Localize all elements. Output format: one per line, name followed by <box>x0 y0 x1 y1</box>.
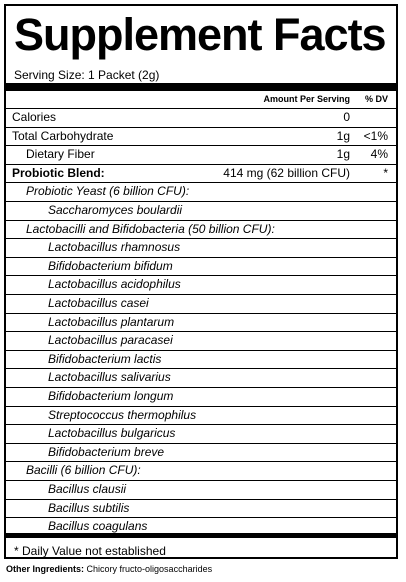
ingredient-group-row-label: Bacilli (6 billion CFU): <box>26 463 141 478</box>
nutrient-row-label: Dietary Fiber <box>26 147 95 162</box>
ingredient-row <box>6 388 396 407</box>
nutrient-row-amount: 1g <box>336 147 350 162</box>
ingredient-group-row-label: Probiotic Yeast (6 billion CFU): <box>26 184 190 199</box>
nutrient-row-label: Calories <box>12 110 57 124</box>
ingredient-row-label: Lactobacillus salivarius <box>48 370 171 385</box>
supplement-facts-panel <box>4 4 398 559</box>
daily-value-footnote: * Daily Value not established <box>14 544 166 558</box>
ingredient-row-label: Bacillus clausii <box>48 482 127 496</box>
ingredient-row-label: Saccharomyces boulardii <box>48 203 183 217</box>
ingredient-row-label: Bifidobacterium breve <box>48 444 165 459</box>
nutrient-row <box>6 109 396 128</box>
ingredient-row-label: Lactobacillus bulgaricus <box>48 426 176 441</box>
ingredient-row <box>6 500 396 519</box>
ingredient-row-label: Bifidobacterium bifidum <box>48 258 173 273</box>
ingredient-row <box>6 425 396 444</box>
panel-title: Supplement Facts <box>14 9 386 60</box>
nutrient-row-amount: 1g <box>336 128 350 143</box>
ingredient-row <box>6 407 396 426</box>
ingredient-row-label: Lactobacillus acidophilus <box>48 277 181 292</box>
ingredient-row <box>6 444 396 463</box>
ingredient-row <box>6 369 396 388</box>
nutrient-row-dv: 4% <box>370 147 388 162</box>
ingredient-group-row <box>6 462 396 481</box>
amount-per-serving-header: Amount Per Serving <box>263 94 350 104</box>
ingredient-row-label: Lactobacillus casei <box>48 296 149 310</box>
ingredient-row <box>6 239 396 258</box>
other-ingredients-value: Chicory fructo-oligosaccharides <box>86 564 213 574</box>
ingredient-group-row <box>6 221 396 240</box>
ingredient-row <box>6 481 396 500</box>
ingredient-row-label: Bacillus subtilis <box>48 500 130 515</box>
nutrient-row <box>6 128 396 147</box>
ingredient-row-label: Bifidobacterium longum <box>48 389 174 403</box>
ingredient-row <box>6 258 396 277</box>
nutrient-row-label: Total Carbohydrate <box>12 128 114 143</box>
ingredient-row-label: Streptococcus thermophilus <box>48 407 197 422</box>
ingredient-group-row <box>6 183 396 202</box>
probiotic-blend-row <box>6 165 396 184</box>
ingredient-row <box>6 351 396 370</box>
serving-size: Serving Size: 1 Packet (2g) <box>14 68 160 82</box>
ingredient-row-label: Lactobacillus rhamnosus <box>48 240 181 255</box>
probiotic-blend-row-dv: * <box>383 165 388 180</box>
thick-divider-bottom <box>6 533 396 538</box>
nutrient-row <box>6 146 396 165</box>
ingredient-row-label: Bacillus coagulans <box>48 519 148 534</box>
other-ingredients <box>6 564 212 574</box>
ingredient-row <box>6 202 396 221</box>
ingredient-group-row-label: Lactobacilli and Bifidobacteria (50 billion CFU): <box>26 221 275 236</box>
probiotic-blend-row-label: Probiotic Blend: <box>12 165 105 180</box>
ingredient-row <box>6 276 396 295</box>
daily-value-header: % DV <box>364 94 388 104</box>
ingredient-row-label: Lactobacillus plantarum <box>48 314 175 329</box>
probiotic-blend-row-amount: 414 mg (62 billion CFU) <box>223 165 350 180</box>
ingredient-row <box>6 314 396 333</box>
nutrient-row-amount: 0 <box>343 110 350 124</box>
ingredient-row <box>6 295 396 314</box>
other-ingredients-label: Other Ingredients: <box>6 564 85 574</box>
ingredient-row-label: Bifidobacterium lactis <box>48 351 162 366</box>
thick-divider-top <box>6 83 396 91</box>
nutrient-row-dv: <1% <box>363 128 388 143</box>
ingredient-row-label: Lactobacillus paracasei <box>48 333 173 348</box>
ingredient-row <box>6 332 396 351</box>
